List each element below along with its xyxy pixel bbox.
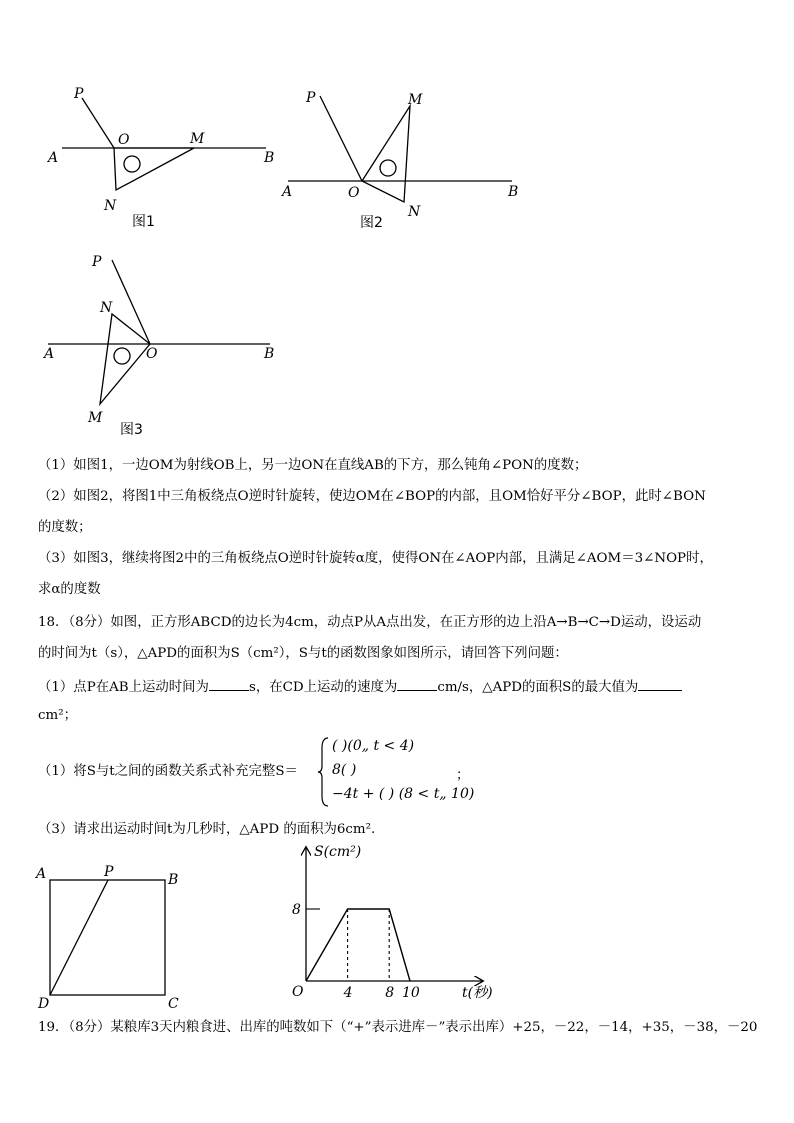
- label-n: N: [104, 198, 117, 214]
- triangle-hole: [124, 156, 140, 172]
- series-line: [306, 909, 410, 981]
- ray-op: [320, 96, 362, 181]
- s-t-chart: [270, 840, 520, 1010]
- label-o: O: [146, 346, 158, 362]
- x-axis-label: t(秒): [462, 985, 493, 1001]
- label-c: C: [168, 996, 179, 1012]
- answer-blank-1[interactable]: [209, 676, 249, 691]
- q18-stem-line1: 18．（8分）如图，正方形ABCD的边长为4cm，动点P从A点出发，在正方形的边上沿A→B→C→D运动，设运动: [38, 615, 702, 630]
- label-b: B: [508, 184, 519, 200]
- label-b: B: [264, 346, 275, 362]
- label-m: M: [190, 131, 205, 147]
- label-p: P: [104, 864, 114, 880]
- q17-part3-line1: （3）如图3，继续将图2中的三角板绕点O逆时针旋转α度，使得ON在∠AOP内部，且满足∠AOM＝3∠NOP时，: [38, 551, 713, 566]
- label-a: A: [282, 184, 293, 200]
- q17-part2-line1: （2）如图2，将图1中三角板绕点O逆时针旋转，使边OM在∠BOP的内部，且OM恰好平分∠BOP，此时∠BON: [38, 489, 706, 504]
- q18-part1-a: （1）点P在AB上运动时间为: [38, 680, 209, 695]
- q18-part1-b: s，在CD上运动的速度为: [248, 680, 398, 695]
- caption-fig1: 图1: [132, 214, 155, 230]
- label-d: D: [38, 996, 50, 1012]
- piecewise-row-2: 8( ): [332, 762, 357, 778]
- label-n: N: [408, 204, 421, 220]
- q17-part3-line2: 求α的度数: [38, 582, 101, 597]
- segment-dp: [50, 880, 108, 995]
- label-o: O: [118, 132, 130, 148]
- x-tick-label-2: 8: [385, 985, 395, 1001]
- q19-line1: 19．（8分）某粮库3天内粮食进、出库的吨数如下（“+”表示进库－”表示出库）+25，－22，－14，+35，－38，－20: [38, 1020, 758, 1035]
- q17-part2-line2: 的度数；: [38, 520, 92, 535]
- label-b: B: [264, 150, 275, 166]
- q18-part1-c: cm/s，△APD的面积S的最大值为: [437, 680, 639, 695]
- q17-part1: （1）如图1，一边OM为射线OB上，另一边ON在直线AB的下方，那么钝角∠PON的度数；: [38, 458, 588, 473]
- label-p: P: [74, 86, 84, 102]
- piecewise-row-3: −4t + ( ) (8 < t„ 10): [332, 786, 475, 802]
- triangle-ruler: [362, 106, 410, 202]
- figure-3: [30, 248, 290, 443]
- q18-part1: [38, 676, 682, 698]
- label-p: P: [306, 90, 316, 106]
- answer-blank-2[interactable]: [397, 676, 437, 691]
- figure-2: [276, 82, 536, 242]
- label-m: M: [88, 410, 103, 426]
- label-o: O: [348, 185, 360, 201]
- piecewise-brace: [316, 736, 330, 808]
- piecewise-row-1: ( )(0„ t < 4): [332, 738, 415, 754]
- label-a: A: [44, 346, 55, 362]
- x-tick-label-1: 4: [343, 985, 353, 1001]
- caption-fig3: 图3: [120, 422, 143, 438]
- answer-blank-3[interactable]: [638, 676, 682, 691]
- square-figure: [32, 862, 202, 1012]
- ray-op: [82, 98, 114, 148]
- label-m: M: [408, 92, 423, 108]
- ray-op: [112, 260, 150, 344]
- q18-part2-prefix: （1）将S与t之间的函数关系式补充完整S＝: [38, 764, 298, 779]
- label-a: A: [48, 150, 59, 166]
- label-p: P: [92, 254, 102, 270]
- x-tick-label-3: 10: [402, 985, 420, 1001]
- q18-part2-suffix: ；: [456, 768, 470, 783]
- y-tick-label-1: 8: [292, 902, 301, 918]
- q18-part3: （3）请求出运动时间t为几秒时，△APD 的面积为6cm².: [38, 822, 376, 837]
- q18-part1-unit: cm²；: [38, 708, 77, 723]
- origin-label: O: [292, 984, 304, 1000]
- q18-stem-line2: 的时间为t（s），△APD的面积为S（cm²），S与t的函数图象如图所示，请回答下列问题：: [38, 646, 568, 661]
- caption-fig2: 图2: [360, 215, 383, 231]
- label-n: N: [100, 300, 113, 316]
- label-b: B: [168, 872, 179, 888]
- y-axis-label: S(cm²): [314, 844, 362, 860]
- triangle-hole: [114, 348, 130, 364]
- triangle-hole: [380, 160, 396, 176]
- square-abcd: [50, 880, 165, 995]
- label-a: A: [36, 866, 47, 882]
- figure-1: [30, 80, 293, 240]
